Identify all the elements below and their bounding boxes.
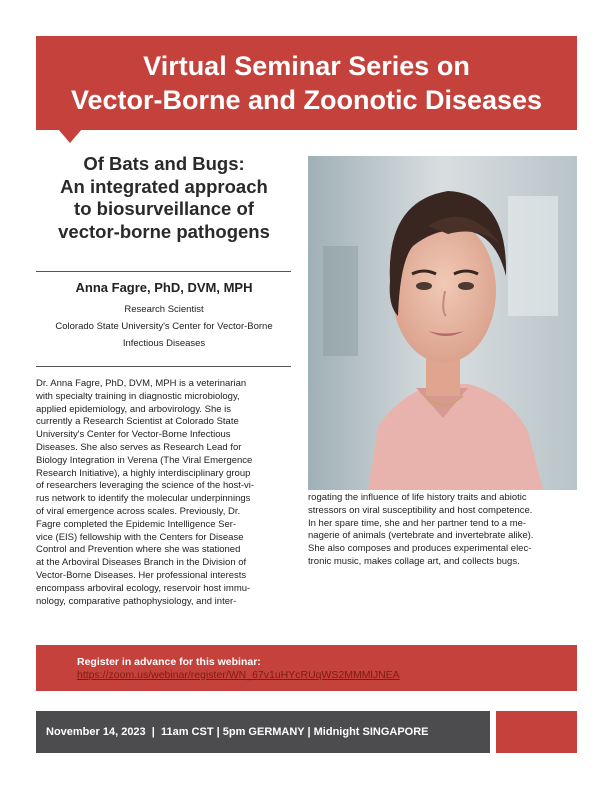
bio-line: of researchers leveraging the science of the host-vi- bbox=[36, 480, 255, 492]
banner-notch bbox=[58, 129, 82, 143]
bio-column-left bbox=[36, 378, 290, 608]
bio-line: Vector-Borne Diseases. Her professional interests bbox=[36, 569, 247, 581]
divider-bottom bbox=[36, 366, 291, 367]
bio-line: Research Initiative), a highly interdisciplinary group bbox=[36, 467, 251, 479]
bio-line: with specialty training in diagnostic microbiology, bbox=[36, 390, 240, 402]
register-link[interactable]: https://zoom.us/webinar/register/WN_67v1uHYcRUqWS2MMMlJNEA bbox=[77, 669, 400, 681]
bio-line: currently a Research Scientist at Colorado State bbox=[36, 416, 239, 428]
bio-line: She also composes and produces experimental elec- bbox=[308, 543, 532, 555]
bio-line: Dr. Anna Fagre, PhD, DVM, MPH is a veterinarian bbox=[36, 378, 247, 389]
event-datetime: November 14, 2023 | 11am CST | 5pm GERMANY | Midnight SINGAPORE bbox=[46, 726, 429, 738]
bio-line: nology, comparative pathophysiology, and inter- bbox=[36, 595, 237, 607]
speaker-affiliation-line1: Colorado State University's Center for Vector-Borne bbox=[55, 321, 273, 332]
register-label: Register in advance for this webinar: bbox=[77, 656, 261, 668]
divider-top bbox=[36, 271, 291, 272]
bio-line: tronic music, makes collage art, and collects bugs. bbox=[308, 555, 520, 567]
date-accent-block bbox=[496, 711, 577, 753]
speaker-name: Anna Fagre, PhD, DVM, MPH bbox=[75, 280, 253, 295]
bio-line: nagerie of animals (vertebrate and invertebrate alike). bbox=[308, 530, 534, 542]
bio-line: vice (EIS) fellowship with the Centers for Disease bbox=[36, 531, 244, 543]
talk-title-line: Of Bats and Bugs: bbox=[83, 153, 245, 174]
bio-line: Diseases. She also serves as Research Lead for bbox=[36, 441, 242, 453]
bio-line: at the Arboviral Diseases Branch in the Division of bbox=[36, 557, 247, 569]
speaker-photo bbox=[308, 156, 577, 490]
bio-line: In her spare time, she and her partner tend to a me- bbox=[308, 517, 527, 529]
bio-line: rogating the influence of life history traits and abiotic bbox=[308, 492, 527, 503]
bio-line: applied epidemiology, and arbovirology. She is bbox=[36, 403, 232, 415]
seminar-banner bbox=[36, 36, 577, 130]
bio-line: encompass arboviral ecology, reservoir host immu- bbox=[36, 582, 251, 594]
banner-title-line2: Vector-Borne and Zoonotic Diseases bbox=[70, 85, 543, 115]
speaker-role: Research Scientist bbox=[124, 304, 204, 315]
bio-line: Biology Integration in Verena (The Viral Emergence bbox=[36, 454, 253, 466]
speaker-info bbox=[36, 280, 292, 352]
registration-bar bbox=[36, 645, 577, 691]
talk-title-line: vector-borne pathogens bbox=[58, 220, 270, 242]
event-datetime-bar bbox=[36, 711, 490, 753]
banner-title-line1: Virtual Seminar Series on bbox=[143, 51, 470, 81]
bio-line: Control and Prevention where she was stationed bbox=[36, 544, 241, 556]
bio-line: University's Center for Vector-Borne Infectious bbox=[36, 429, 231, 441]
bio-line: of viral emergence across scales. Previously, Dr. bbox=[36, 505, 241, 517]
talk-title bbox=[36, 153, 292, 243]
bio-line: Fagre completed the Epidemic Intelligence Ser- bbox=[36, 518, 237, 530]
talk-title-line: An integrated approach bbox=[60, 175, 268, 197]
bio-line: stressors on viral susceptibility and host competence. bbox=[308, 504, 533, 516]
bio-column-right bbox=[308, 492, 578, 569]
talk-title-line: to biosurveillance of bbox=[74, 198, 254, 219]
bio-line: rus network to identify the molecular underpinnings bbox=[36, 493, 251, 505]
speaker-affiliation-line2: Infectious Diseases bbox=[122, 338, 206, 349]
